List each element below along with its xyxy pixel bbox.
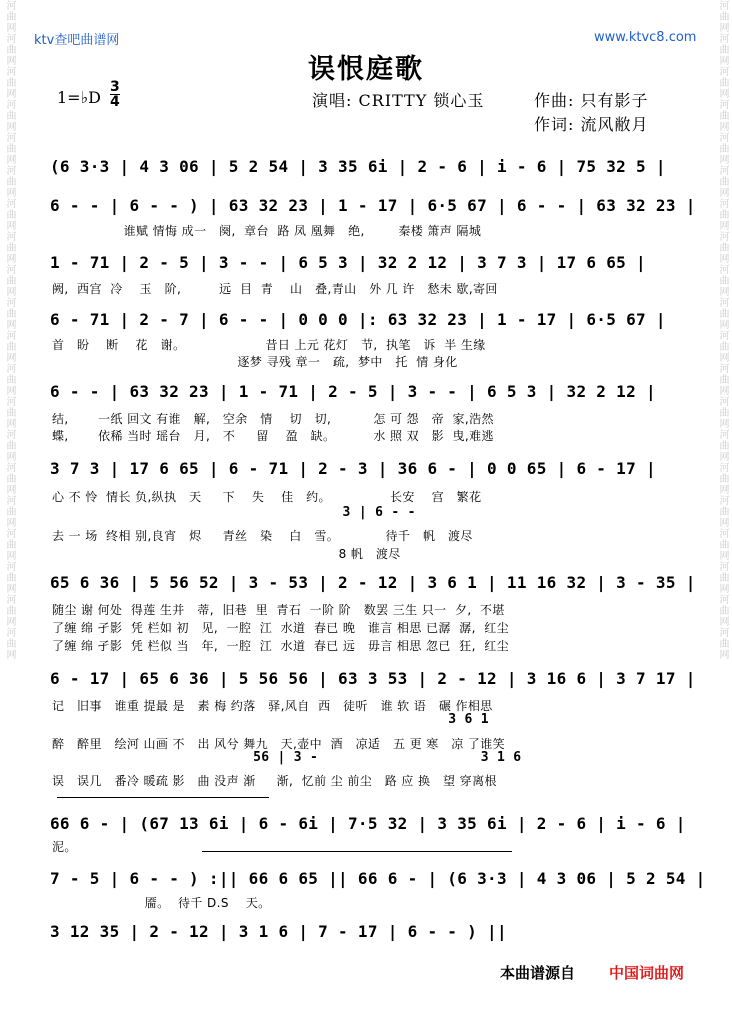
singer-credit: 演唱: CRITTY 锁心玉 xyxy=(312,91,485,110)
lyric-line-14: 醉 醉里 绘河 山画 不 出 风兮 舞九 天,壶中 酒 凉适 五 更 寒 凉 了谁笑 xyxy=(52,737,506,751)
volta-bracket-2-3 xyxy=(202,851,512,852)
notation-line-10: 7 - 5 | 6 - - ) :|| 66 6 65 || 66 6 - | (6 3·3 | 4 3 06 | 5 2 54 | xyxy=(50,869,706,888)
lyric-line-7: 心 不 怜 情长 负,纵执 天 下 失 佳 约。 长安 宫 繁花 xyxy=(52,490,482,504)
lyric-line-13: 记 旧事 谁重 提最 是 素 梅 约落 驿,风自 西 徒听 谁 软 语 碾 作相思 xyxy=(52,699,493,713)
notation-line-8: 6 - 17 | 65 6 36 | 5 56 56 | 63 3 53 | 2 - 12 | 3 16 6 | 3 7 17 | xyxy=(50,669,696,688)
time-signature xyxy=(110,80,120,109)
meter-bottom: 4 xyxy=(110,94,120,110)
lyric-line-1: 谁赋 情悔 成一 阕, 章台 路 凤 凰舞 绝, 秦楼 箫声 隔城 xyxy=(52,224,482,238)
lyric-line-3: 首 盼 断 花 谢。 昔日 上元 花灯 节, 执笔 诉 半 生缘 xyxy=(52,338,486,352)
lyric-line-6: 蝶, 依稀 当时 瑶台 月, 不 留 盈 缺。 水 照 双 影 曳,难逃 xyxy=(52,429,494,443)
notation-line-6: 3 7 3 | 17 6 65 | 6 - 71 | 2 - 3 | 36 6 - | 0 0 65 | 6 - 17 | xyxy=(50,459,656,478)
watermark-left: 河曲网河曲网河曲网河曲网河曲网河曲网河曲网河曲网河曲网河曲网河曲网河曲网河曲网河曲网河曲网河曲网河曲网河曲网河曲网河曲网 xyxy=(4,0,15,660)
notation-line-4: 6 - 71 | 2 - 7 | 6 - - | 0 0 0 |: 63 32 23 | 1 - 17 | 6·5 67 | xyxy=(50,310,666,329)
notation-line-1: (6 3·3 | 4 3 06 | 5 2 54 | 3 35 6i | 2 - 6 | i - 6 | 75 32 5 | xyxy=(50,157,666,176)
lyric-line-16: 泥。 xyxy=(52,840,77,854)
notation-line-7: 65 6 36 | 5 56 52 | 3 - 53 | 2 - 12 | 3 6 1 | 11 16 32 | 3 - 35 | xyxy=(50,573,696,592)
source-label: 本曲谱源自 xyxy=(500,964,576,982)
site-url-right[interactable]: www.ktvc8.com xyxy=(594,30,697,45)
lyric-line-12: 了缠 绵 孑影 凭 栏似 当 年, 一腔 江 水道 春已 远 毋言 相思 忽已 狂, 红尘 xyxy=(52,639,510,653)
lyricist-credit: 作词: 流风敝月 xyxy=(534,115,649,134)
notation-line-2: 6 - - | 6 - - ) | 63 32 23 | 1 - 17 | 6·5 67 | 6 - - | 63 32 23 | xyxy=(50,196,696,215)
notation-line-3: 1 - 71 | 2 - 5 | 3 - - | 6 5 3 | 32 2 12 | 3 7 3 | 17 6 65 | xyxy=(50,253,646,272)
notation-line-11: 3 12 35 | 2 - 12 | 3 1 6 | 7 - 17 | 6 - - ) || xyxy=(50,922,507,941)
lyric-line-17: 靥。 待千 D.S 天。 xyxy=(52,896,271,910)
notation-line-8c: 56 | 3 - 3 1 6 xyxy=(50,750,522,765)
notation-line-9: 66 6 - | (67 13 6i | 6 - 6i | 7·5 32 | 3 35 6i | 2 - 6 | i - 6 | xyxy=(50,814,686,833)
composer-credit: 作曲: 只有影子 xyxy=(534,91,649,110)
lyric-line-5: 结, 一纸 回文 有谁 解, 空余 情 切 切, 怎 可 怨 帝 家,浩然 xyxy=(52,412,494,426)
key-signature: 1=♭D xyxy=(57,88,101,107)
lyric-line-9: 8 帆 渡尽 xyxy=(52,547,401,561)
lyric-line-4: 逐梦 寻残 章一 疏, 梦中 托 情 身化 xyxy=(52,355,458,369)
meter-top: 3 xyxy=(110,79,120,95)
notation-line-5: 6 - - | 63 32 23 | 1 - 71 | 2 - 5 | 3 - - | 6 5 3 | 32 2 12 | xyxy=(50,382,656,401)
volta-bracket-1 xyxy=(57,797,269,798)
song-title: 误恨庭歌 xyxy=(308,54,424,85)
lyric-line-2: 阙, 西宫 冷 玉 阶, 远 目 青 山 叠,青山 外 几 许 愁未 歇,寄回 xyxy=(52,282,498,296)
site-label-left[interactable]: ktv查吧曲谱网 xyxy=(34,33,120,48)
notation-line-6b: 3 | 6 - - xyxy=(50,505,416,520)
notation-line-8b: 3 6 1 xyxy=(50,712,489,727)
lyric-line-15: 误 误几 番冷 暖疏 影 曲 没声 渐 渐, 忆前 尘 前尘 路 应 换 望 穿离根 xyxy=(52,774,497,788)
source-site-link[interactable]: 中国词曲网 xyxy=(609,964,685,982)
lyric-line-8: 去 一 场 终相 别,良宵 烬 青丝 染 白 雪。 待千 帆 渡尽 xyxy=(52,529,473,543)
lyric-line-10: 随尘 谢 何处 得莲 生并 蒂, 旧巷 里 青石 一阶 阶 数罢 三生 只一 夕, 不堪 xyxy=(52,603,505,617)
watermark-right: 河曲网河曲网河曲网河曲网河曲网河曲网河曲网河曲网河曲网河曲网河曲网河曲网河曲网河曲网河曲网河曲网河曲网河曲网河曲网河曲网 xyxy=(717,0,728,660)
lyric-line-11: 了缠 绵 孑影 凭 栏如 初 见, 一腔 江 水道 春已 晚 谁言 相思 已潺 潺, 红尘 xyxy=(52,621,510,635)
